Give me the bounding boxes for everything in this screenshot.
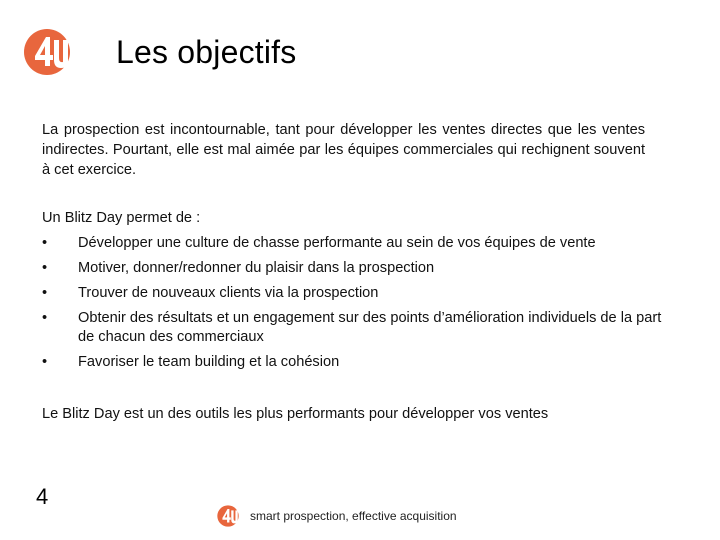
objectives-list	[42, 234, 662, 378]
bullet-icon: •	[42, 354, 48, 370]
list-item-text: Développer une culture de chasse performante au sein de vos équipes de vente	[78, 235, 596, 251]
closing-paragraph: Le Blitz Day est un des outils les plus performants pour développer vos ventes	[42, 406, 549, 422]
bullet-icon: •	[42, 235, 48, 251]
bullet-lead-text: Un Blitz Day permet de :	[42, 210, 201, 226]
bullet-icon: •	[42, 285, 48, 301]
list-item	[42, 353, 662, 372]
4u-small-logo-icon	[216, 503, 240, 529]
list-item	[42, 309, 662, 347]
bullet-icon: •	[42, 310, 48, 326]
list-item	[42, 234, 662, 253]
footer-tagline: smart prospection, effective acquisition	[250, 509, 457, 523]
list-item-text: Trouver de nouveaux clients via la prospection	[78, 285, 379, 301]
list-item-text: Obtenir des résultats et un engagement sur des points d’amélioration individuels de la part de chacun des commerciaux	[78, 310, 662, 345]
page-title: Les objectifs	[116, 34, 297, 70]
list-item	[42, 259, 662, 278]
page-number: 4	[36, 484, 49, 509]
list-item-text: Motiver, donner/redonner du plaisir dans la prospection	[78, 260, 435, 276]
list-item	[42, 284, 662, 303]
intro-paragraph: La prospection est incontournable, tant pour développer les ventes directes que les ventes indirectes. Pourtant, elle est mal aimée par les équipes commerciales qui rechignent souvent à cet exercice.	[42, 122, 645, 178]
list-item-text: Favoriser le team building et la cohésion	[78, 354, 340, 370]
bullet-icon: •	[42, 260, 48, 276]
4u-logo-icon	[22, 24, 72, 80]
